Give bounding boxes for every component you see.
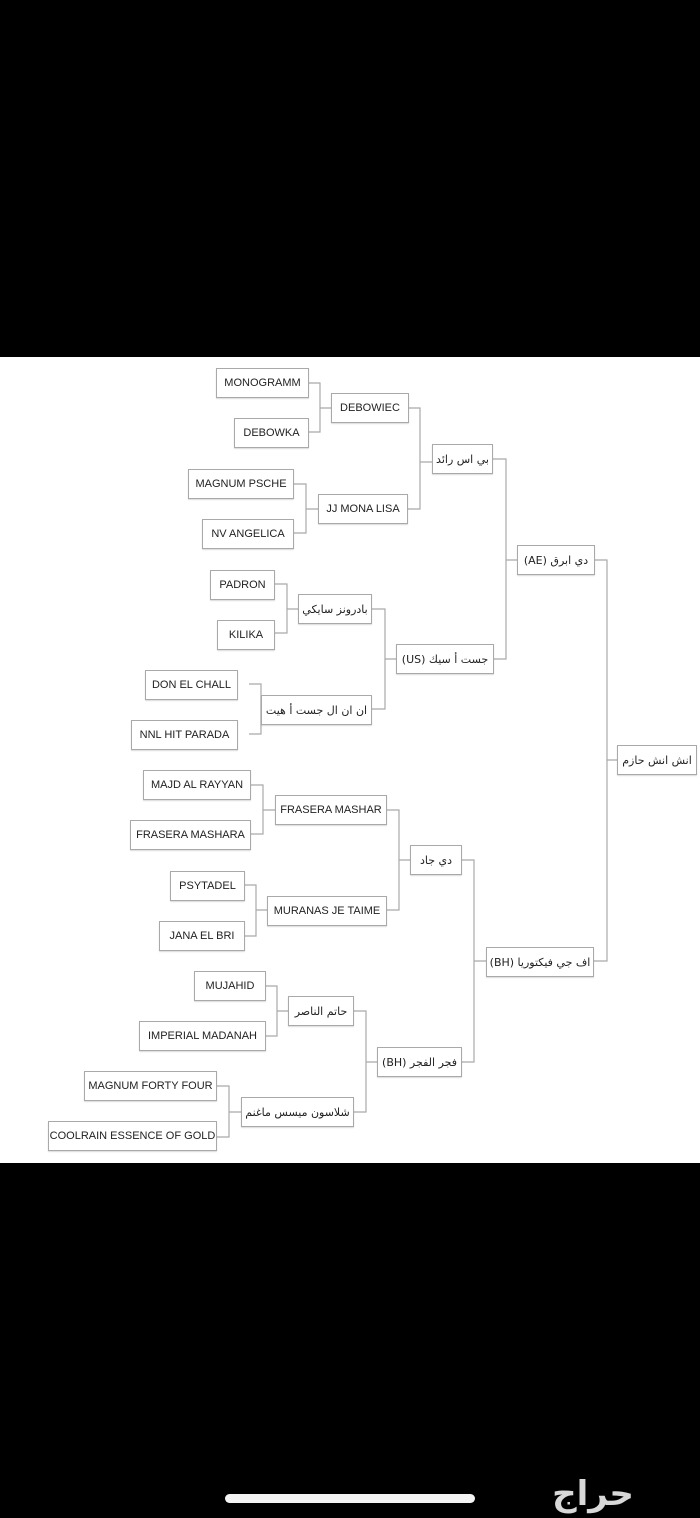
bracket-entry-r16-7: DON EL CHALL: [145, 670, 238, 700]
bracket-entry-r16-3: MAGNUM PSCHE: [188, 469, 294, 499]
bracket-entry-r8-8: شلاسون ميسس ماغنم: [241, 1097, 354, 1127]
bracket-entry-r16-5: PADRON: [210, 570, 275, 600]
bracket-canvas: [0, 357, 700, 1163]
bracket-entry-r16-10: FRASERA MASHARA: [130, 820, 251, 850]
bracket-entry-r16-16: COOLRAIN ESSENCE OF GOLD: [48, 1121, 217, 1151]
bracket-entry-r16-2: DEBOWKA: [234, 418, 309, 448]
bracket-entry-r8-2: JJ MONA LISA: [318, 494, 408, 524]
bracket-entry-r16-9: MAJD AL RAYYAN: [143, 770, 251, 800]
haraj-watermark-logo: حراج: [552, 1474, 634, 1514]
bracket-entry-r16-14: IMPERIAL MADANAH: [139, 1021, 266, 1051]
bracket-entry-r16-13: MUJAHID: [194, 971, 266, 1001]
bracket-entry-qf-4: فجر الفجر (BH): [377, 1047, 462, 1077]
home-indicator-bar[interactable]: [225, 1494, 475, 1503]
bracket-entry-r8-5: FRASERA MASHAR: [275, 795, 387, 825]
bracket-entry-r16-11: PSYTADEL: [170, 871, 245, 901]
bracket-entry-r8-4: ان ان ال جست أ هيت: [261, 695, 372, 725]
bracket-entry-r8-3: بادرونز سايكي: [298, 594, 372, 624]
bracket-entry-r8-6: MURANAS JE TAIME: [267, 896, 387, 926]
bracket-entry-r16-15: MAGNUM FORTY FOUR: [84, 1071, 217, 1101]
bracket-entry-r16-8: NNL HIT PARADA: [131, 720, 238, 750]
bracket-entry-sf-2: اف جي فيكتوريا (BH): [486, 947, 594, 977]
bracket-entry-r8-1: DEBOWIEC: [331, 393, 409, 423]
bracket-connectors: [0, 357, 700, 1163]
bracket-entry-qf-1: بي اس رائد: [432, 444, 493, 474]
bracket-entry-qf-3: دي جاد: [410, 845, 462, 875]
bracket-entry-r8-7: حاتم الناصر: [288, 996, 354, 1026]
bracket-champion: انش انش حازم: [617, 745, 697, 775]
bracket-entry-sf-1: دي ابرق (AE): [517, 545, 595, 575]
bracket-entry-r16-12: JANA EL BRI: [159, 921, 245, 951]
bracket-entry-qf-2: جست أ سيك (US): [396, 644, 494, 674]
bracket-entry-r16-1: MONOGRAMM: [216, 368, 309, 398]
bracket-entry-r16-6: KILIKA: [217, 620, 275, 650]
bracket-entry-r16-4: NV ANGELICA: [202, 519, 294, 549]
